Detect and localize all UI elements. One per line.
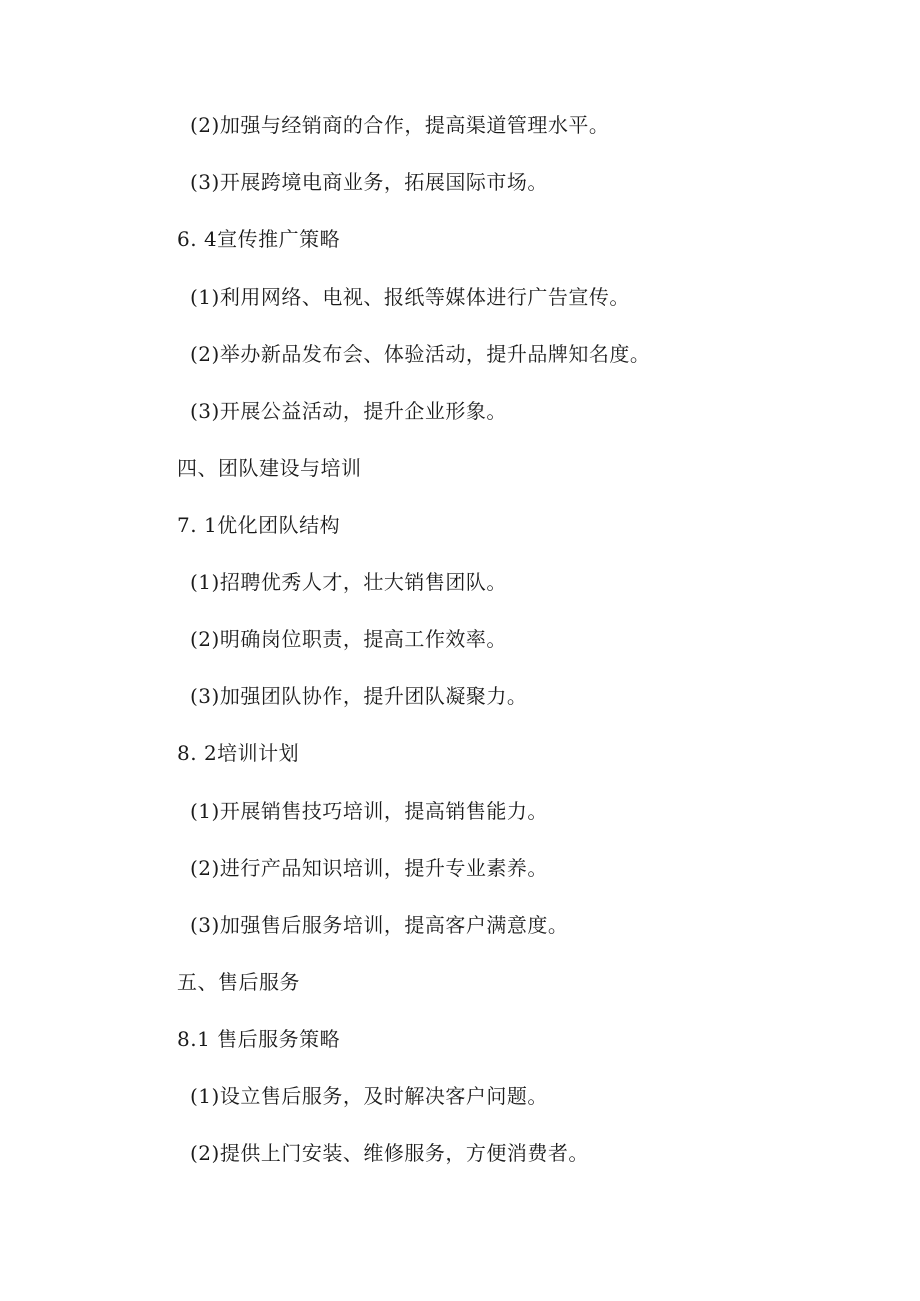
list-item: (2)加强与经销商的合作，提高渠道管理水平。 xyxy=(190,113,610,137)
section-heading: 7. 1优化团队结构 xyxy=(177,513,341,537)
list-item: (3)加强团队协作，提升团队凝聚力。 xyxy=(190,684,528,708)
list-item: (1)利用网络、电视、报纸等媒体进行广告宣传。 xyxy=(190,285,630,309)
list-item: (3)加强售后服务培训，提高客户满意度。 xyxy=(190,913,569,937)
list-item: (3)开展跨境电商业务，拓展国际市场。 xyxy=(190,170,548,194)
list-item: (3)开展公益活动，提升企业形象。 xyxy=(190,399,507,423)
list-item: (2)提供上门安装、维修服务，方便消费者。 xyxy=(190,1141,589,1165)
chapter-heading: 五、售后服务 xyxy=(177,970,300,994)
list-item: (1)设立售后服务，及时解决客户问题。 xyxy=(190,1084,548,1108)
list-item: (2)明确岗位职责，提高工作效率。 xyxy=(190,627,507,651)
chapter-heading: 四、团队建设与培训 xyxy=(177,456,362,480)
list-item: (1)招聘优秀人才，壮大销售团队。 xyxy=(190,570,507,594)
list-item: (1)开展销售技巧培训，提高销售能力。 xyxy=(190,799,548,823)
section-heading: 8.1 售后服务策略 xyxy=(177,1027,341,1051)
section-heading: 6. 4宣传推广策略 xyxy=(177,227,341,251)
section-heading: 8. 2培训计划 xyxy=(177,741,300,765)
list-item: (2)举办新品发布会、体验活动，提升品牌知名度。 xyxy=(190,342,651,366)
list-item: (2)进行产品知识培训，提升专业素养。 xyxy=(190,856,548,880)
